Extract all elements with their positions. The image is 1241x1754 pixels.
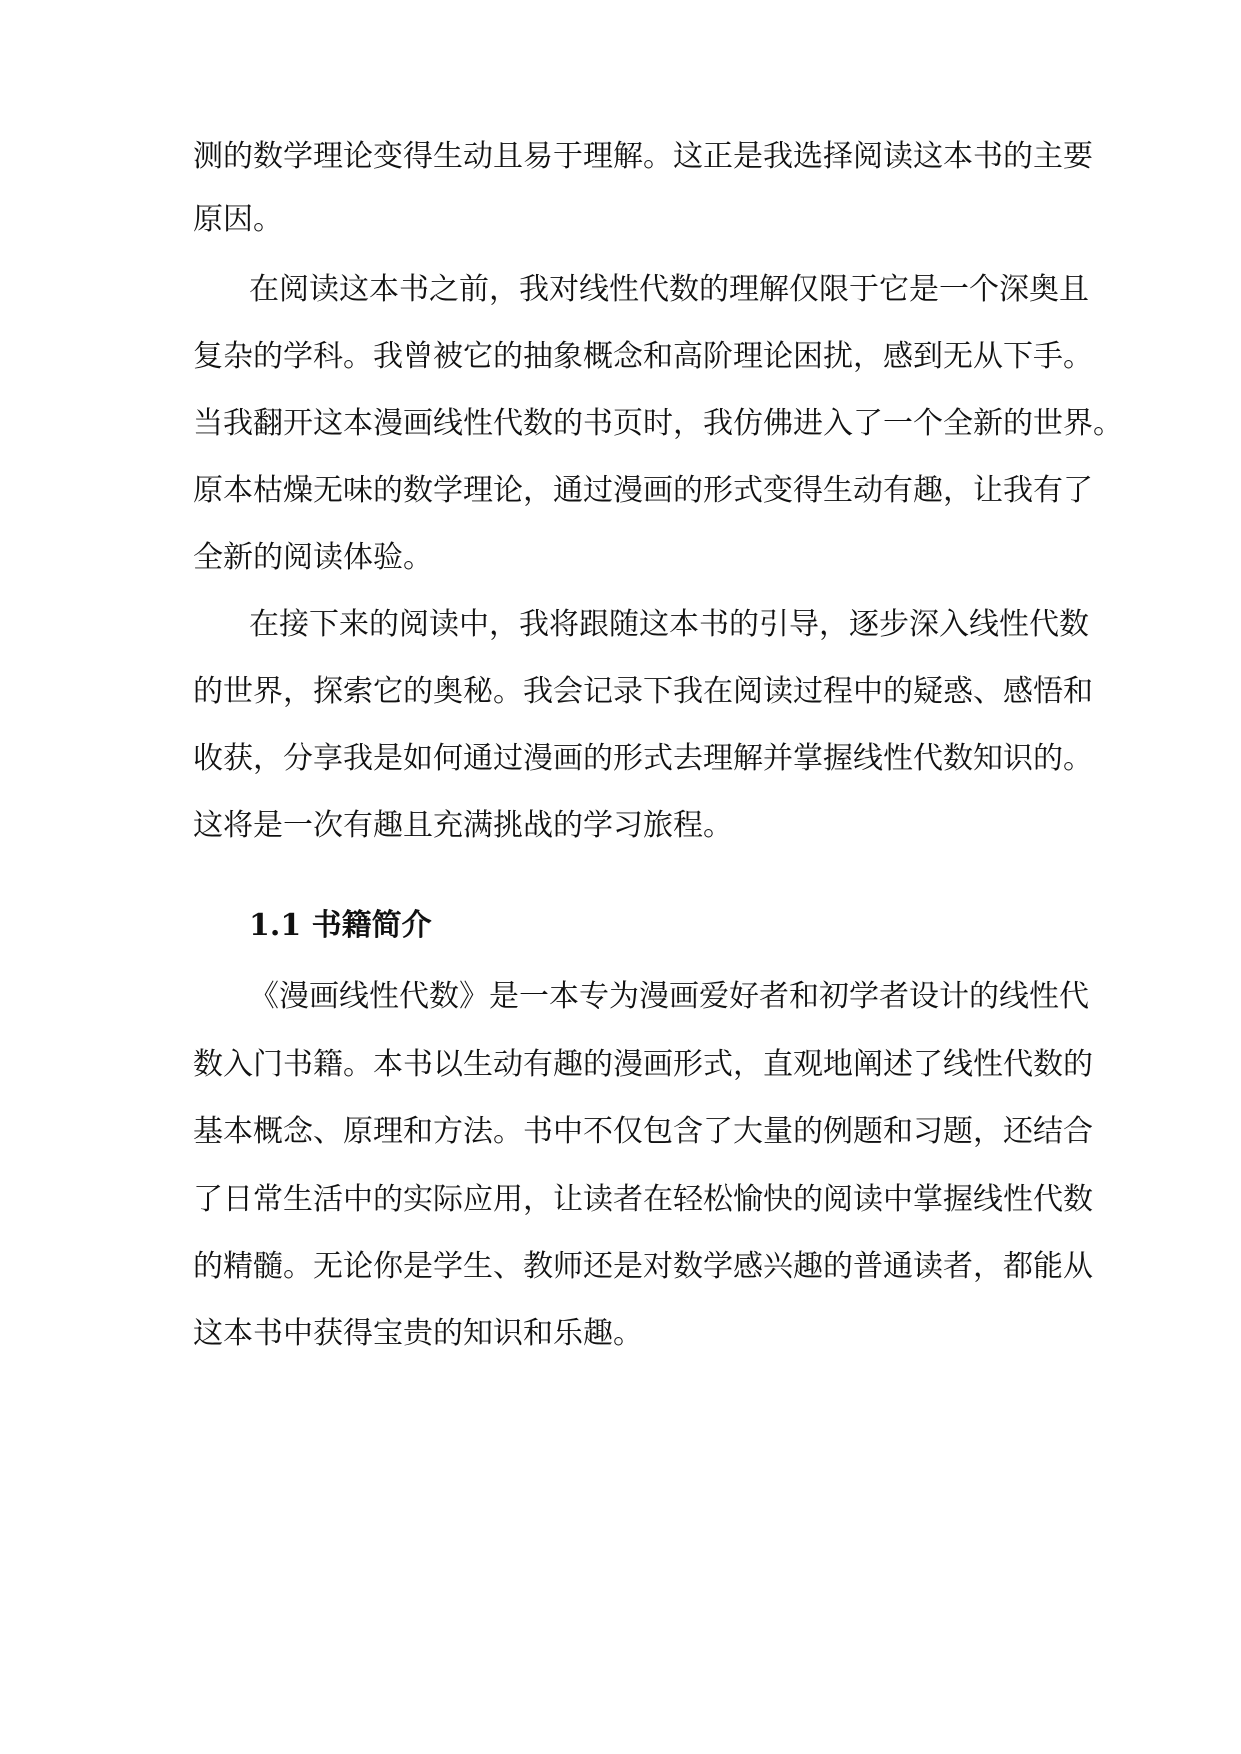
paragraph-line: 原本枯燥无味的数学理论，通过漫画的形式变得生动有趣，让我有了 (193, 473, 1093, 508)
paragraph-line: 这将是一次有趣且充满挑战的学习旅程。 (193, 808, 733, 843)
paragraph-line: 《漫画线性代数》是一本专为漫画爱好者和初学者设计的线性代 (249, 979, 1089, 1014)
paragraph-line: 了日常生活中的实际应用，让读者在轻松愉快的阅读中掌握线性代数 (193, 1182, 1093, 1217)
paragraph-line: 的精髓。无论你是学生、教师还是对数学感兴趣的普通读者，都能从 (193, 1249, 1093, 1284)
section-heading: 1.1 书籍简介 (249, 908, 432, 943)
paragraph-line: 的世界，探索它的奥秘。我会记录下我在阅读过程中的疑惑、感悟和 (193, 674, 1093, 709)
paragraph-line: 测的数学理论变得生动且易于理解。这正是我选择阅读这本书的主要 (193, 139, 1093, 174)
paragraph-line: 当我翻开这本漫画线性代数的书页时，我仿佛进入了一个全新的世界。 (193, 406, 1123, 441)
paragraph-line: 数入门书籍。本书以生动有趣的漫画形式，直观地阐述了线性代数的 (193, 1047, 1093, 1082)
paragraph-line: 收获，分享我是如何通过漫画的形式去理解并掌握线性代数知识的。 (193, 741, 1093, 776)
paragraph-line: 在阅读这本书之前，我对线性代数的理解仅限于它是一个深奥且 (249, 272, 1089, 307)
paragraph-line: 原因。 (193, 202, 283, 237)
paragraph-line: 这本书中获得宝贵的知识和乐趣。 (193, 1316, 643, 1351)
paragraph-line: 复杂的学科。我曾被它的抽象概念和高阶理论困扰，感到无从下手。 (193, 339, 1093, 374)
paragraph-line: 在接下来的阅读中，我将跟随这本书的引导，逐步深入线性代数 (249, 607, 1089, 642)
paragraph-line: 基本概念、原理和方法。书中不仅包含了大量的例题和习题，还结合 (193, 1114, 1093, 1149)
paragraph-line: 全新的阅读体验。 (193, 540, 433, 575)
